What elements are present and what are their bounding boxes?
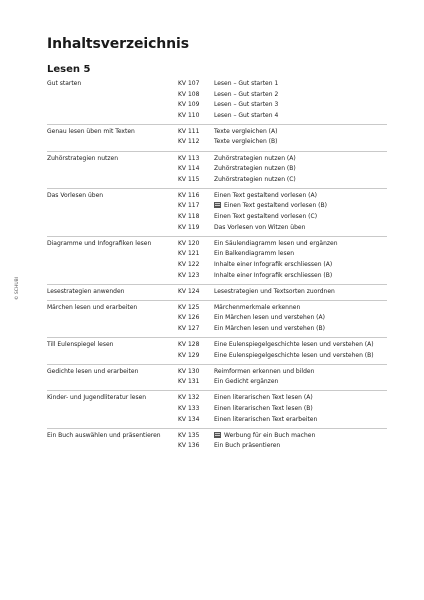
entry-title: Einen Text gestaltend vorlesen (A) [214,191,317,199]
entry-title: Lesestrategien und Textsorten zuordnen [214,287,335,295]
kv-number: KV 135 [178,431,200,439]
toc-entry [47,137,387,148]
toc-entry [47,351,387,362]
entry-title-wrapper [214,175,296,186]
entry-title-wrapper [214,287,335,298]
toc-entry [47,431,387,442]
entry-title-wrapper [214,313,325,324]
page-title: Inhaltsverzeichnis [47,36,189,52]
entry-title: Zuhörstrategien nutzen (A) [214,154,296,162]
document-icon [214,432,221,438]
entry-title: Einen literarischen Text erarbeiten [214,415,318,423]
entry-title-wrapper [214,415,317,426]
toc-entry [47,260,387,271]
entry-title-wrapper [214,137,277,148]
kv-number: KV 115 [178,175,200,183]
toc-entry [47,340,387,351]
toc-entry [47,100,387,111]
entry-title-wrapper [214,260,332,271]
toc-group-title: Gut starten [47,80,82,87]
entry-title: Ein Märchen lesen und verstehen (A) [214,314,325,322]
entry-title-wrapper [214,79,278,90]
kv-number: KV 130 [178,367,200,375]
toc-group [47,364,387,391]
entry-title: Einen literarischen Text lesen (B) [214,404,313,412]
toc-group-title: Kinder- und Jugendliteratur lesen [47,394,147,402]
entry-title-wrapper [214,404,313,415]
entry-title-wrapper [214,100,278,111]
entry-title-wrapper [214,212,317,223]
toc-entry [47,175,387,186]
entry-title-wrapper [214,303,300,314]
kv-number: KV 129 [178,351,200,359]
toc-group [47,236,387,284]
entry-title: Einen Text gestaltend vorlesen (C) [214,213,318,221]
entry-title-wrapper [214,340,374,351]
kv-number: KV 122 [178,260,200,268]
toc-group [47,151,387,188]
kv-number: KV 134 [178,415,200,423]
toc-group-title: Lesestrategien anwenden [47,287,125,295]
toc-entry [47,223,387,234]
toc-entry [47,212,387,223]
entry-title-wrapper [214,201,327,212]
toc-entry [47,90,387,101]
toc-entry [47,154,387,165]
toc-group-title: Das Vorlesen üben [47,191,104,199]
entry-title-wrapper [214,111,278,122]
kv-number: KV 114 [178,165,200,173]
kv-number: KV 111 [178,127,200,135]
entry-title-wrapper [214,223,305,234]
kv-number: KV 125 [178,303,200,311]
entry-title-wrapper [214,191,317,202]
table-of-contents [47,79,387,454]
kv-number: KV 124 [178,287,200,295]
entry-title-wrapper [214,127,277,138]
kv-number: KV 110 [178,111,200,119]
toc-entry [47,324,387,335]
kv-number: KV 121 [178,250,200,258]
entry-title: Inhalte einer Infografik erschliessen (A) [214,260,333,268]
toc-entry [47,287,387,298]
entry-title: Texte vergleichen (A) [214,127,278,135]
toc-entry [47,404,387,415]
entry-title: Märchenmerkmale erkennen [214,303,301,311]
section-heading: Lesen 5 [47,64,91,75]
copyright-notice: © SCHUBI [15,276,20,300]
kv-number: KV 131 [178,378,200,386]
kv-number: KV 133 [178,404,200,412]
entry-title: Eine Eulenspiegelgeschichte lesen und verstehen (A) [214,340,374,348]
kv-number: KV 112 [178,138,200,146]
entry-title: Lesen – Gut starten 4 [214,111,279,119]
document-icon [214,202,221,208]
entry-title-wrapper [214,271,332,282]
toc-entry [47,111,387,122]
toc-entry [47,239,387,250]
toc-entry [47,367,387,378]
toc-entry [47,201,387,212]
kv-number: KV 109 [178,101,200,109]
entry-title: Einen literarischen Text lesen (A) [214,394,313,402]
entry-title: Eine Eulenspiegelgeschichte lesen und verstehen (B) [214,351,374,359]
toc-entry [47,164,387,175]
toc-group-title: Zuhörstrategien nutzen [47,154,118,162]
toc-group [47,390,387,427]
entry-title: Ein Märchen lesen und verstehen (B) [214,324,325,332]
entry-title-wrapper [214,367,314,378]
kv-number: KV 113 [178,154,200,162]
entry-title: Das Vorlesen von Witzen üben [214,223,306,231]
entry-title: Werbung für ein Buch machen [224,431,316,439]
toc-group [47,428,387,455]
toc-entry [47,441,387,452]
kv-number: KV 116 [178,191,200,199]
toc-group [47,284,387,300]
entry-title-wrapper [214,239,338,250]
kv-number: KV 117 [178,202,200,210]
entry-title-wrapper [214,351,374,362]
toc-group [47,300,387,337]
kv-number: KV 120 [178,239,200,247]
toc-entry [47,271,387,282]
entry-title: Ein Säulendiagramm lesen und ergänzen [214,239,338,247]
toc-entry [47,191,387,202]
entry-title: Inhalte einer Infografik erschliessen (B) [214,271,333,279]
toc-group [47,124,387,151]
entry-title-wrapper [214,324,325,335]
entry-title: Ein Buch präsentieren [214,442,281,450]
toc-group-title: Till Eulenspiegel lesen [47,340,114,348]
kv-number: KV 118 [178,213,200,221]
toc-group-title: Ein Buch auswählen und präsentieren [47,431,161,439]
entry-title-wrapper [214,90,278,101]
entry-title-wrapper [214,249,294,260]
entry-title-wrapper [214,393,313,404]
kv-number: KV 132 [178,394,200,402]
entry-title-wrapper [214,441,280,452]
toc-group [47,79,387,124]
kv-number: KV 136 [178,442,200,450]
toc-entry [47,249,387,260]
kv-number: KV 107 [178,80,200,87]
toc-entry [47,377,387,388]
toc-group-title: Gedichte lesen und erarbeiten [47,367,139,375]
toc-group-title: Märchen lesen und erarbeiten [47,303,138,311]
entry-title: Zuhörstrategien nutzen (C) [214,175,296,183]
entry-title: Ein Gedicht ergänzen [214,378,279,386]
toc-entry [47,415,387,426]
toc-entry [47,79,387,90]
kv-number: KV 108 [178,90,200,98]
entry-title: Einen Text gestaltend vorlesen (B) [224,202,327,210]
entry-title: Ein Balkendiagramm lesen [214,250,295,258]
kv-number: KV 123 [178,271,200,279]
kv-number: KV 128 [178,340,200,348]
toc-group [47,337,387,364]
entry-title-wrapper [214,431,315,442]
toc-entry [47,127,387,138]
entry-title-wrapper [214,377,278,388]
toc-group [47,188,387,236]
entry-title: Zuhörstrategien nutzen (B) [214,165,296,173]
toc-entry [47,313,387,324]
entry-title: Texte vergleichen (B) [214,138,278,146]
toc-entry [47,393,387,404]
entry-title: Lesen – Gut starten 3 [214,101,279,109]
kv-number: KV 126 [178,314,200,322]
kv-number: KV 119 [178,223,200,231]
entry-title: Lesen – Gut starten 1 [214,80,279,87]
entry-title: Reimformen erkennen und bilden [214,367,315,375]
entry-title-wrapper [214,154,296,165]
entry-title: Lesen – Gut starten 2 [214,90,279,98]
toc-group-title: Genau lesen üben mit Texten [47,127,135,135]
kv-number: KV 127 [178,324,200,332]
toc-group-title: Diagramme und Infografiken lesen [47,239,152,247]
entry-title-wrapper [214,164,296,175]
toc-entry [47,303,387,314]
